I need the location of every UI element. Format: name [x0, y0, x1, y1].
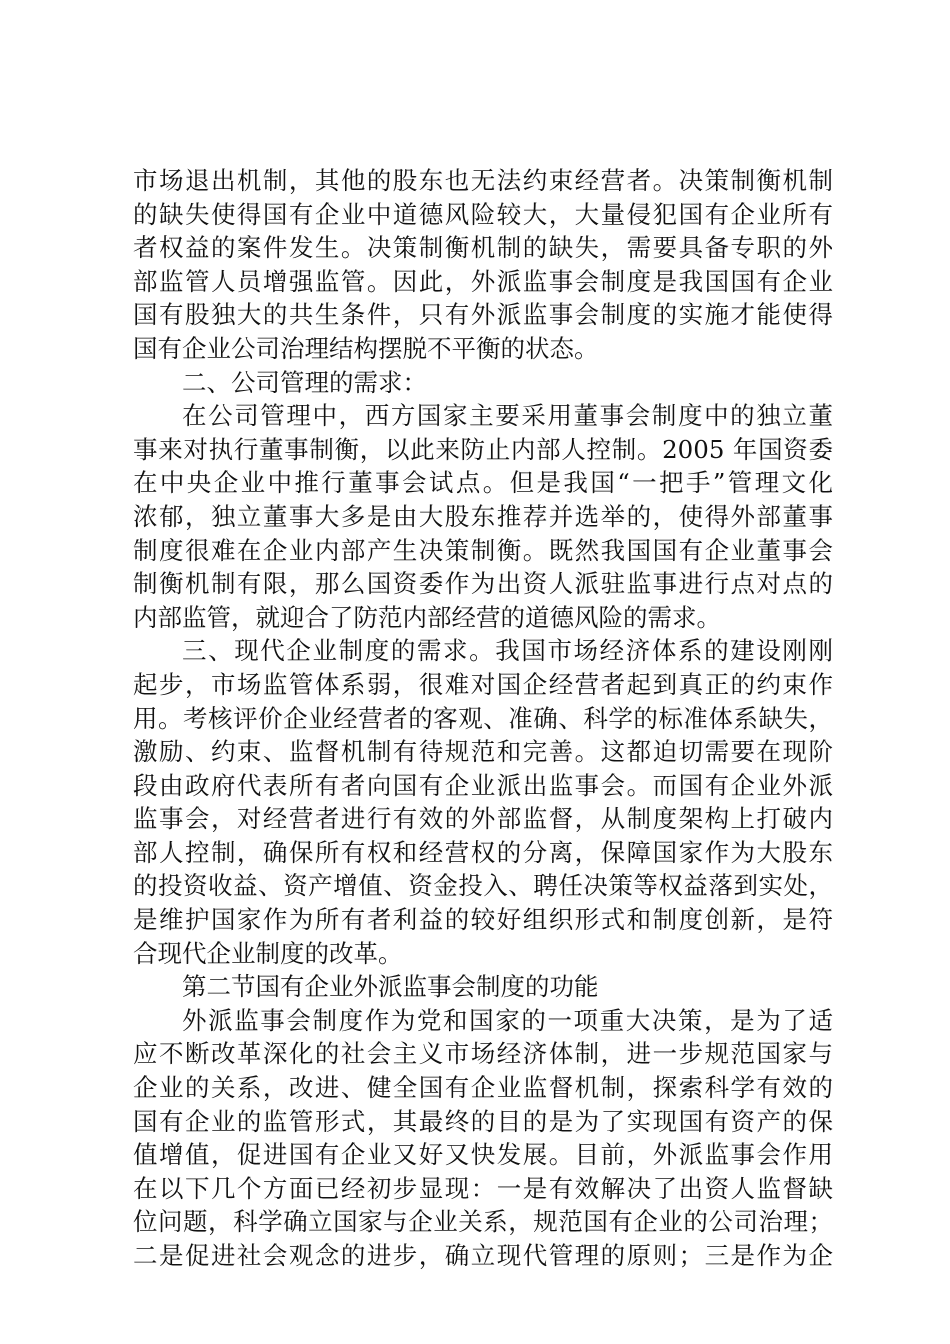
text-line: 在中央企业中推行董事会试点。但是我国“一把手”管理文化: [133, 468, 833, 498]
text-line: 二是促进社会观念的进步，确立现代管理的原则；三是作为企: [133, 1241, 833, 1270]
text-line: 在公司管理中，西方国家主要采用董事会制度中的独立董: [182, 401, 833, 431]
heading-text: 第二节国有企业外派监事会制度的功能: [182, 972, 599, 1002]
text-line: 的缺失使得国有企业中道德风险较大，大量侵犯国有企业所有: [133, 199, 833, 229]
text-line: 是维护国家作为所有者利益的较好组织形式和制度创新，是符: [133, 905, 833, 935]
paragraph: [133, 634, 833, 970]
text-line: 段由政府代表所有者向国有企业派出监事会。而国有企业外派: [133, 770, 833, 800]
text-line: 应不断改革深化的社会主义市场经济体制，进一步规范国家与: [133, 1039, 833, 1069]
paragraph: [133, 399, 833, 634]
text-line: 企业的关系，改进、健全国有企业监督机制，探索科学有效的: [133, 1073, 833, 1103]
text-line: 制衡机制有限，那么国资委作为出资人派驻监事进行点对点的: [133, 569, 833, 599]
text-line: 监事会，对经营者进行有效的外部监督，从制度架构上打破内: [133, 804, 833, 834]
text-line: 制度很难在企业内部产生决策制衡。既然我国国有企业董事会: [133, 535, 833, 565]
text-line: 位问题，科学确立国家与企业关系，规范国有企业的公司治理；: [133, 1207, 833, 1237]
section-heading: [133, 366, 833, 400]
text-line: 在以下几个方面已经初步显现：一是有效解决了出资人监督缺: [133, 1173, 833, 1203]
text-line: 激励、约束、监督机制有待规范和完善。这都迫切需要在现阶: [133, 737, 833, 767]
text-line: 市场退出机制，其他的股东也无法约束经营者。决策制衡机制: [133, 166, 833, 195]
text-line: 起步，市场监管体系弱，很难对国企经营者起到真正的约束作: [133, 669, 833, 699]
text-line: 国有股独大的共生条件，只有外派监事会制度的实施才能使得: [133, 300, 833, 330]
text-line: 者权益的案件发生。决策制衡机制的缺失，需要具备专职的外: [133, 233, 833, 263]
text-line: 的投资收益、资产增值、资金投入、聘任决策等权益落到实处，: [133, 871, 833, 901]
text-line: 国有企业的监管形式，其最终的目的是为了实现国有资产的保: [133, 1106, 833, 1136]
text-line: 用。考核评价企业经营者的客观、准确、科学的标准体系缺失，: [133, 703, 833, 733]
text-line: 三、现代企业制度的需求。我国市场经济体系的建设刚刚: [182, 636, 833, 666]
text-line: 值增值，促进国有企业又好又快发展。目前，外派监事会作用: [133, 1140, 833, 1170]
text-line: 部监管人员增强监管。因此，外派监事会制度是我国国有企业: [133, 266, 833, 296]
document-body: [133, 164, 833, 1273]
text-line: 部人控制，确保所有权和经营权的分离，保障国家作为大股东: [133, 837, 833, 867]
text-line: 浓郁，独立董事大多是由大股东推荐并选举的，使得外部董事: [133, 501, 833, 531]
text-line: 外派监事会制度作为党和国家的一项重大决策，是为了适: [182, 1005, 833, 1035]
text-line: 事来对执行董事制衡，以此来防止内部人控制。2005 年国资委: [133, 434, 833, 464]
section-heading: [133, 970, 833, 1004]
heading-text: 二、公司管理的需求：: [182, 367, 427, 397]
paragraph: [133, 164, 833, 366]
text-line: 内部监管，就迎合了防范内部经营的道德风险的需求。: [133, 602, 721, 632]
text-line: 国有企业公司治理结构摆脱不平衡的状态。: [133, 333, 599, 363]
text-line: 合现代企业制度的改革。: [133, 938, 403, 968]
paragraph: [133, 1004, 833, 1273]
